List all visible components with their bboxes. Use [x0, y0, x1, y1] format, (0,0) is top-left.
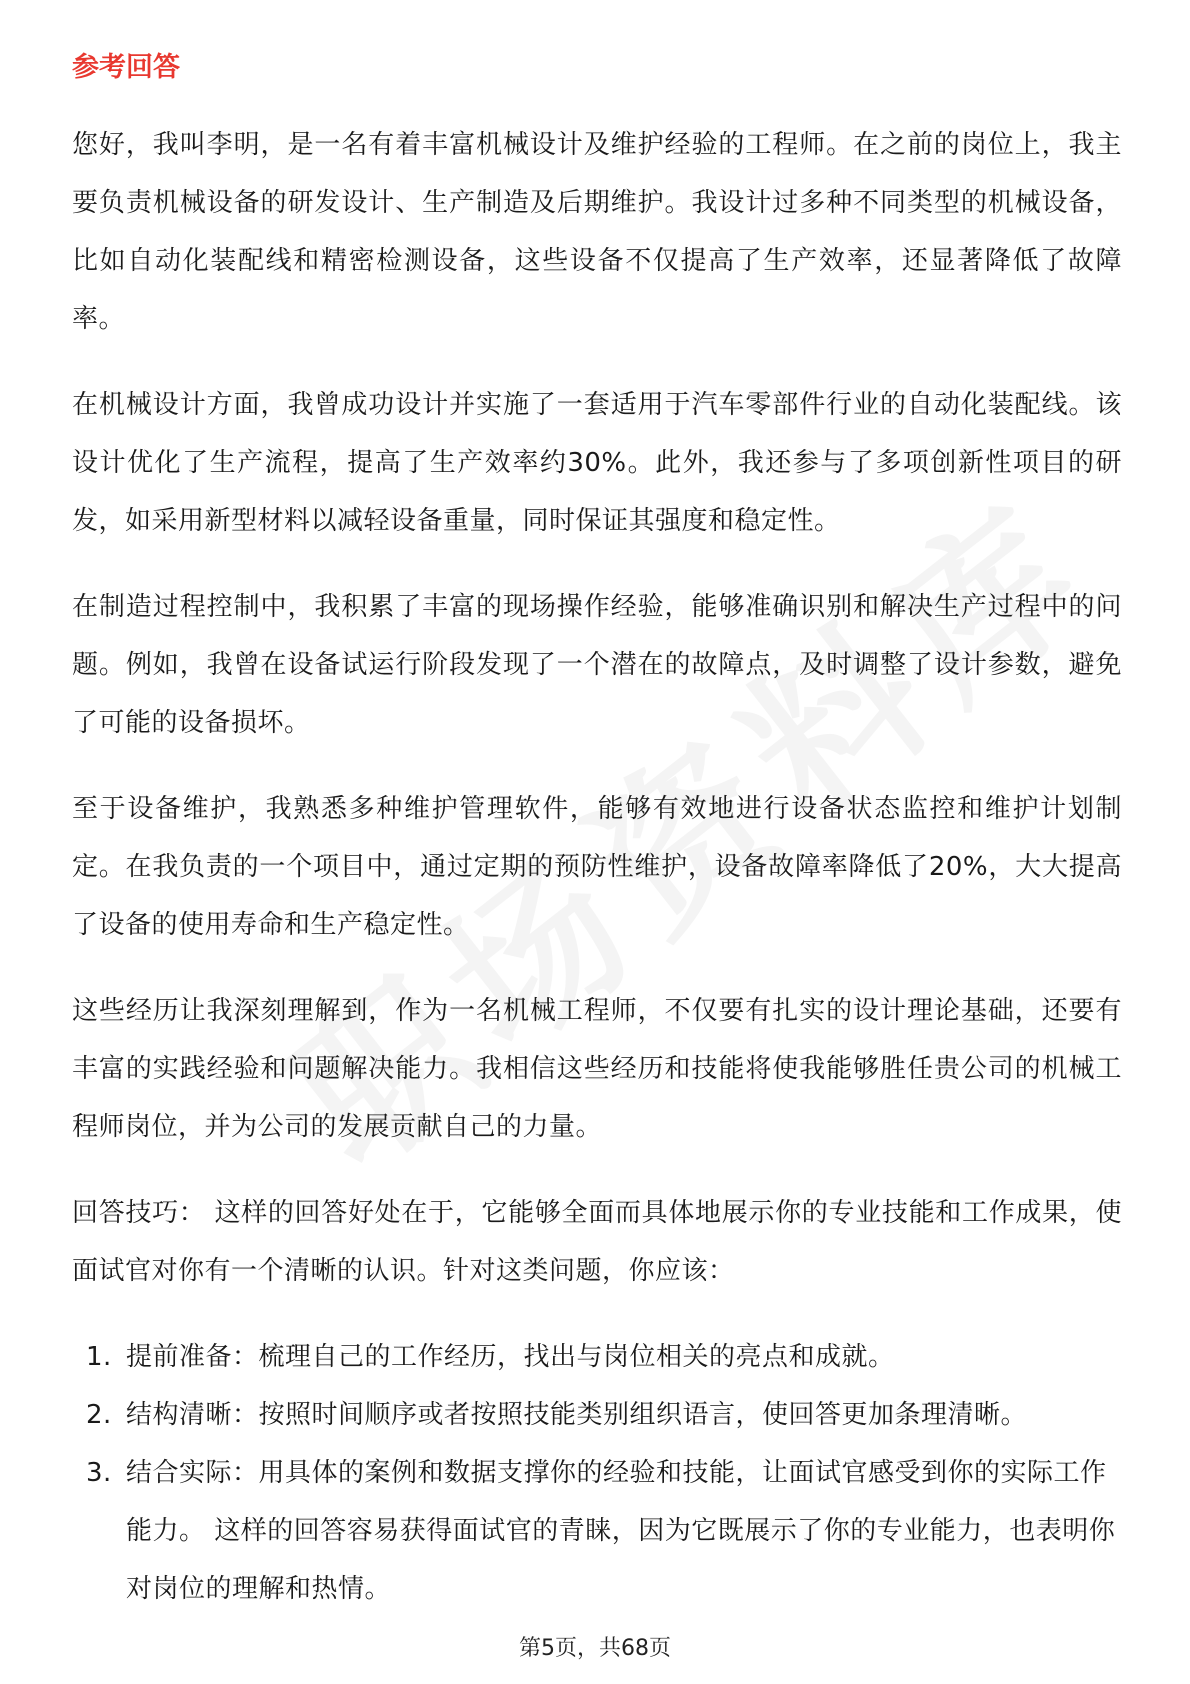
answer-paragraph: 这些经历让我深刻理解到，作为一名机械工程师，不仅要有扎实的设计理论基础，还要有丰富的实践经验和问题解决能力。我相信这些经历和技能将使我能够胜任贵公司的机械工程师岗位，并为公司的发展贡献自己的力量。	[72, 996, 1122, 1142]
tips-item	[72, 1386, 1122, 1444]
tips-item	[72, 1328, 1122, 1386]
tips-item-number: 2.	[86, 1400, 112, 1430]
answer-paragraph: 在机械设计方面，我曾成功设计并实施了一套适用于汽车零部件行业的自动化装配线。该设计优化了生产流程，提高了生产效率约30%。此外，我还参与了多项创新性项目的研发，如采用新型材料以减轻设备重量，同时保证其强度和稳定性。	[72, 390, 1122, 536]
answer-paragraph: 在制造过程控制中，我积累了丰富的现场操作经验，能够准确识别和解决生产过程中的问题。例如，我曾在设备试运行阶段发现了一个潜在的故障点，及时调整了设计参数，避免了可能的设备损坏。	[72, 592, 1122, 738]
page-footer: 第5页，共68页	[519, 1636, 671, 1661]
answer-paragraph: 至于设备维护，我熟悉多种维护管理软件，能够有效地进行设备状态监控和维护计划制定。在我负责的一个项目中，通过定期的预防性维护，设备故障率降低了20%，大大提高了设备的使用寿命和生产稳定性。	[72, 794, 1122, 940]
tips-item-text: 结构清晰：按照时间顺序或者按照技能类别组织语言，使回答更加条理清晰。	[126, 1400, 1028, 1430]
tips-item-number: 1.	[86, 1342, 112, 1372]
tips-item-text: 结合实际：用具体的案例和数据支撑你的经验和技能，让面试官感受到你的实际工作能力。 这样的回答容易获得面试官的青睐，因为它既展示了你的专业能力，也表明你对岗位的理解和热情。	[126, 1458, 1116, 1604]
tips-intro-paragraph: 回答技巧： 这样的回答好处在于，它能够全面而具体地展示你的专业技能和工作成果，使面试官对你有一个清晰的认识。针对这类问题，你应该：	[72, 1198, 1122, 1286]
tips-item	[72, 1444, 1122, 1618]
section-title: 参考回答	[72, 52, 180, 83]
answer-paragraph: 您好，我叫李明，是一名有着丰富机械设计及维护经验的工程师。在之前的岗位上，我主要负责机械设备的研发设计、生产制造及后期维护。我设计过多种不同类型的机械设备，比如自动化装配线和精密检测设备，这些设备不仅提高了生产效率，还显著降低了故障率。	[72, 130, 1122, 334]
tips-item-text: 提前准备：梳理自己的工作经历，找出与岗位相关的亮点和成就。	[126, 1342, 895, 1372]
tips-list	[72, 1328, 1122, 1618]
tips-item-number: 3.	[86, 1458, 112, 1488]
document-page	[72, 48, 1122, 1618]
